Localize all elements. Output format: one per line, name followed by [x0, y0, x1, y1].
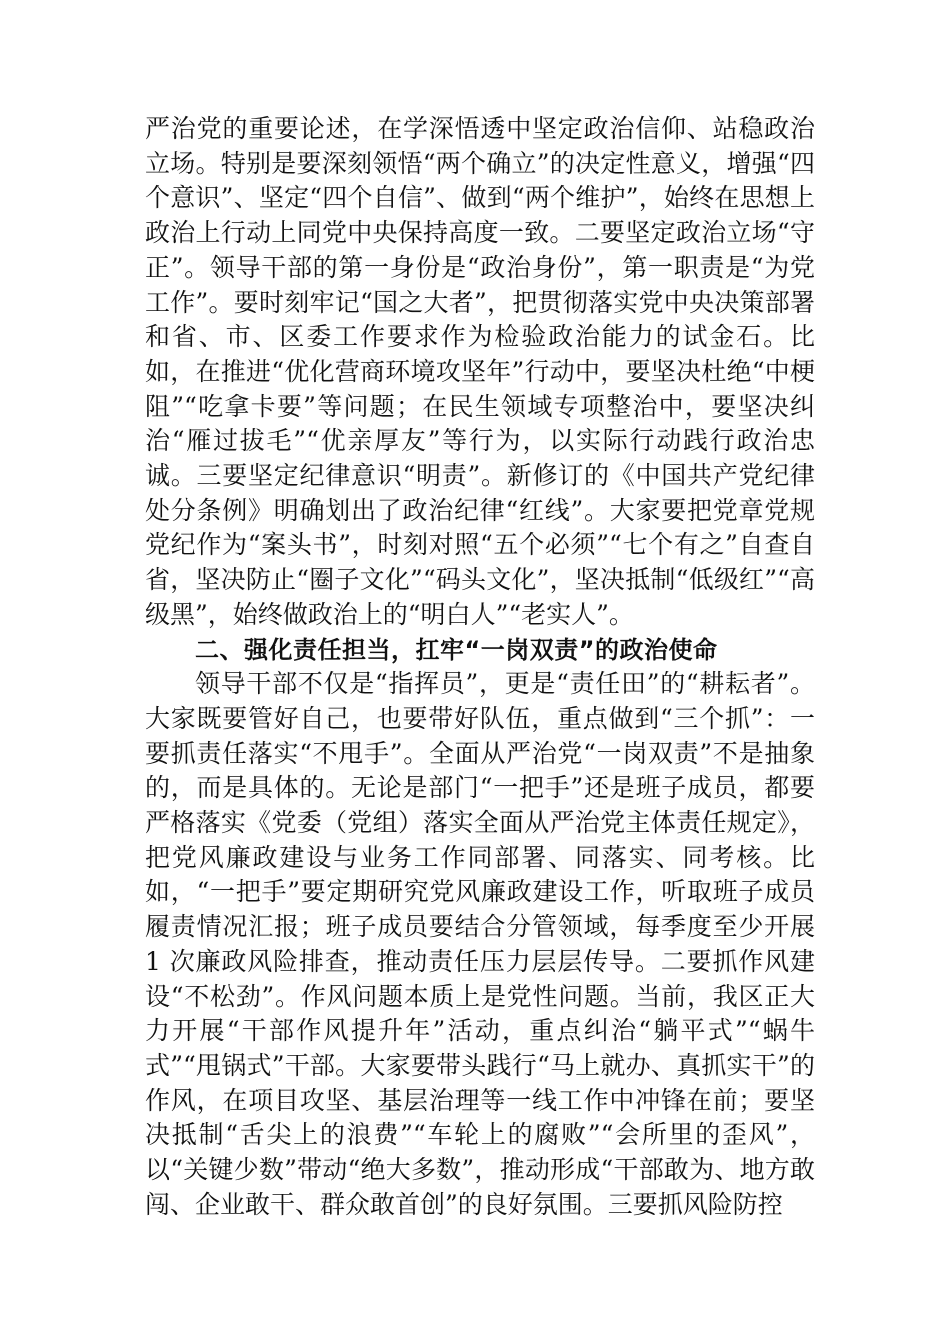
- document-body: [145, 112, 815, 1223]
- body-paragraph: 领导干部不仅是“指挥员”，更是“责任田”的“耕耘者”。大家既要管好自己，也要带好队伍，重点做到“三个抓”：一要抓责任落实“不甩手”。全面从严治党“一岗双责”不是抽象的，而是具体的。无论是部门“一把手”还是班子成员，都要严格落实《党委（党组）落实全面从严治党主体责任规定》，把党风廉政建设与业务工作同部署、同落实、同考核。比如，“一把手”要定期研究党风廉政建设工作，听取班子成员履责情况汇报；班子成员要结合分管领域，每季度至少开展 1 次廉政风险排查，推动责任压力层层传导。二要抓作风建设“不松劲”。作风问题本质上是党性问题。当前，我区正大力开展“干部作风提升年”活动，重点纠治“躺平式”“蜗牛式”“甩锅式”干部。大家要带头践行“马上就办、真抓实干”的作风，在项目攻坚、基层治理等一线工作中冲锋在前；要坚决抵制“舌尖上的浪费”“车轮上的腐败”“会所里的歪风”，以“关键少数”带动“绝大多数”，推动形成“干部敢为、地方敢闯、企业敢干、群众敢首创”的良好氛围。三要抓风险防控: [145, 669, 815, 1219]
- section-heading: 二、强化责任担当，扛牢“一岗双责”的政治使命: [195, 635, 718, 664]
- body-paragraph-continued: 严治党的重要论述，在学深悟透中坚定政治信仰、站稳政治立场。特别是要深刻领悟“两个确立”的决定性意义，增强“四个意识”、坚定“四个自信”、做到“两个维护”，始终在思想上政治上行动上同党中央保持高度一致。二要坚定政治立场“守正”。领导干部的第一身份是“政治身份”，第一职责是“为党工作”。要时刻牢记“国之大者”，把贯彻落实党中央决策部署和省、市、区委工作要求作为检验政治能力的试金石。比如，在推进“优化营商环境攻坚年”行动中，要坚决杜绝“中梗阻”“吃拿卡要”等问题；在民生领域专项整治中，要坚决纠治“雁过拔毛”“优亲厚友”等行为，以实际行动践行政治忠诚。三要坚定纪律意识“明责”。新修订的《中国共产党纪律处分条例》明确划出了政治纪律“红线”。大家要把党章党规党纪作为“案头书”，时刻对照“五个必须”“七个有之”自查自省，坚决防止“圈子文化”“码头文化”，坚决抵制“低级红”“高级黑”，始终做政治上的“明白人”“老实人”。: [145, 114, 815, 629]
